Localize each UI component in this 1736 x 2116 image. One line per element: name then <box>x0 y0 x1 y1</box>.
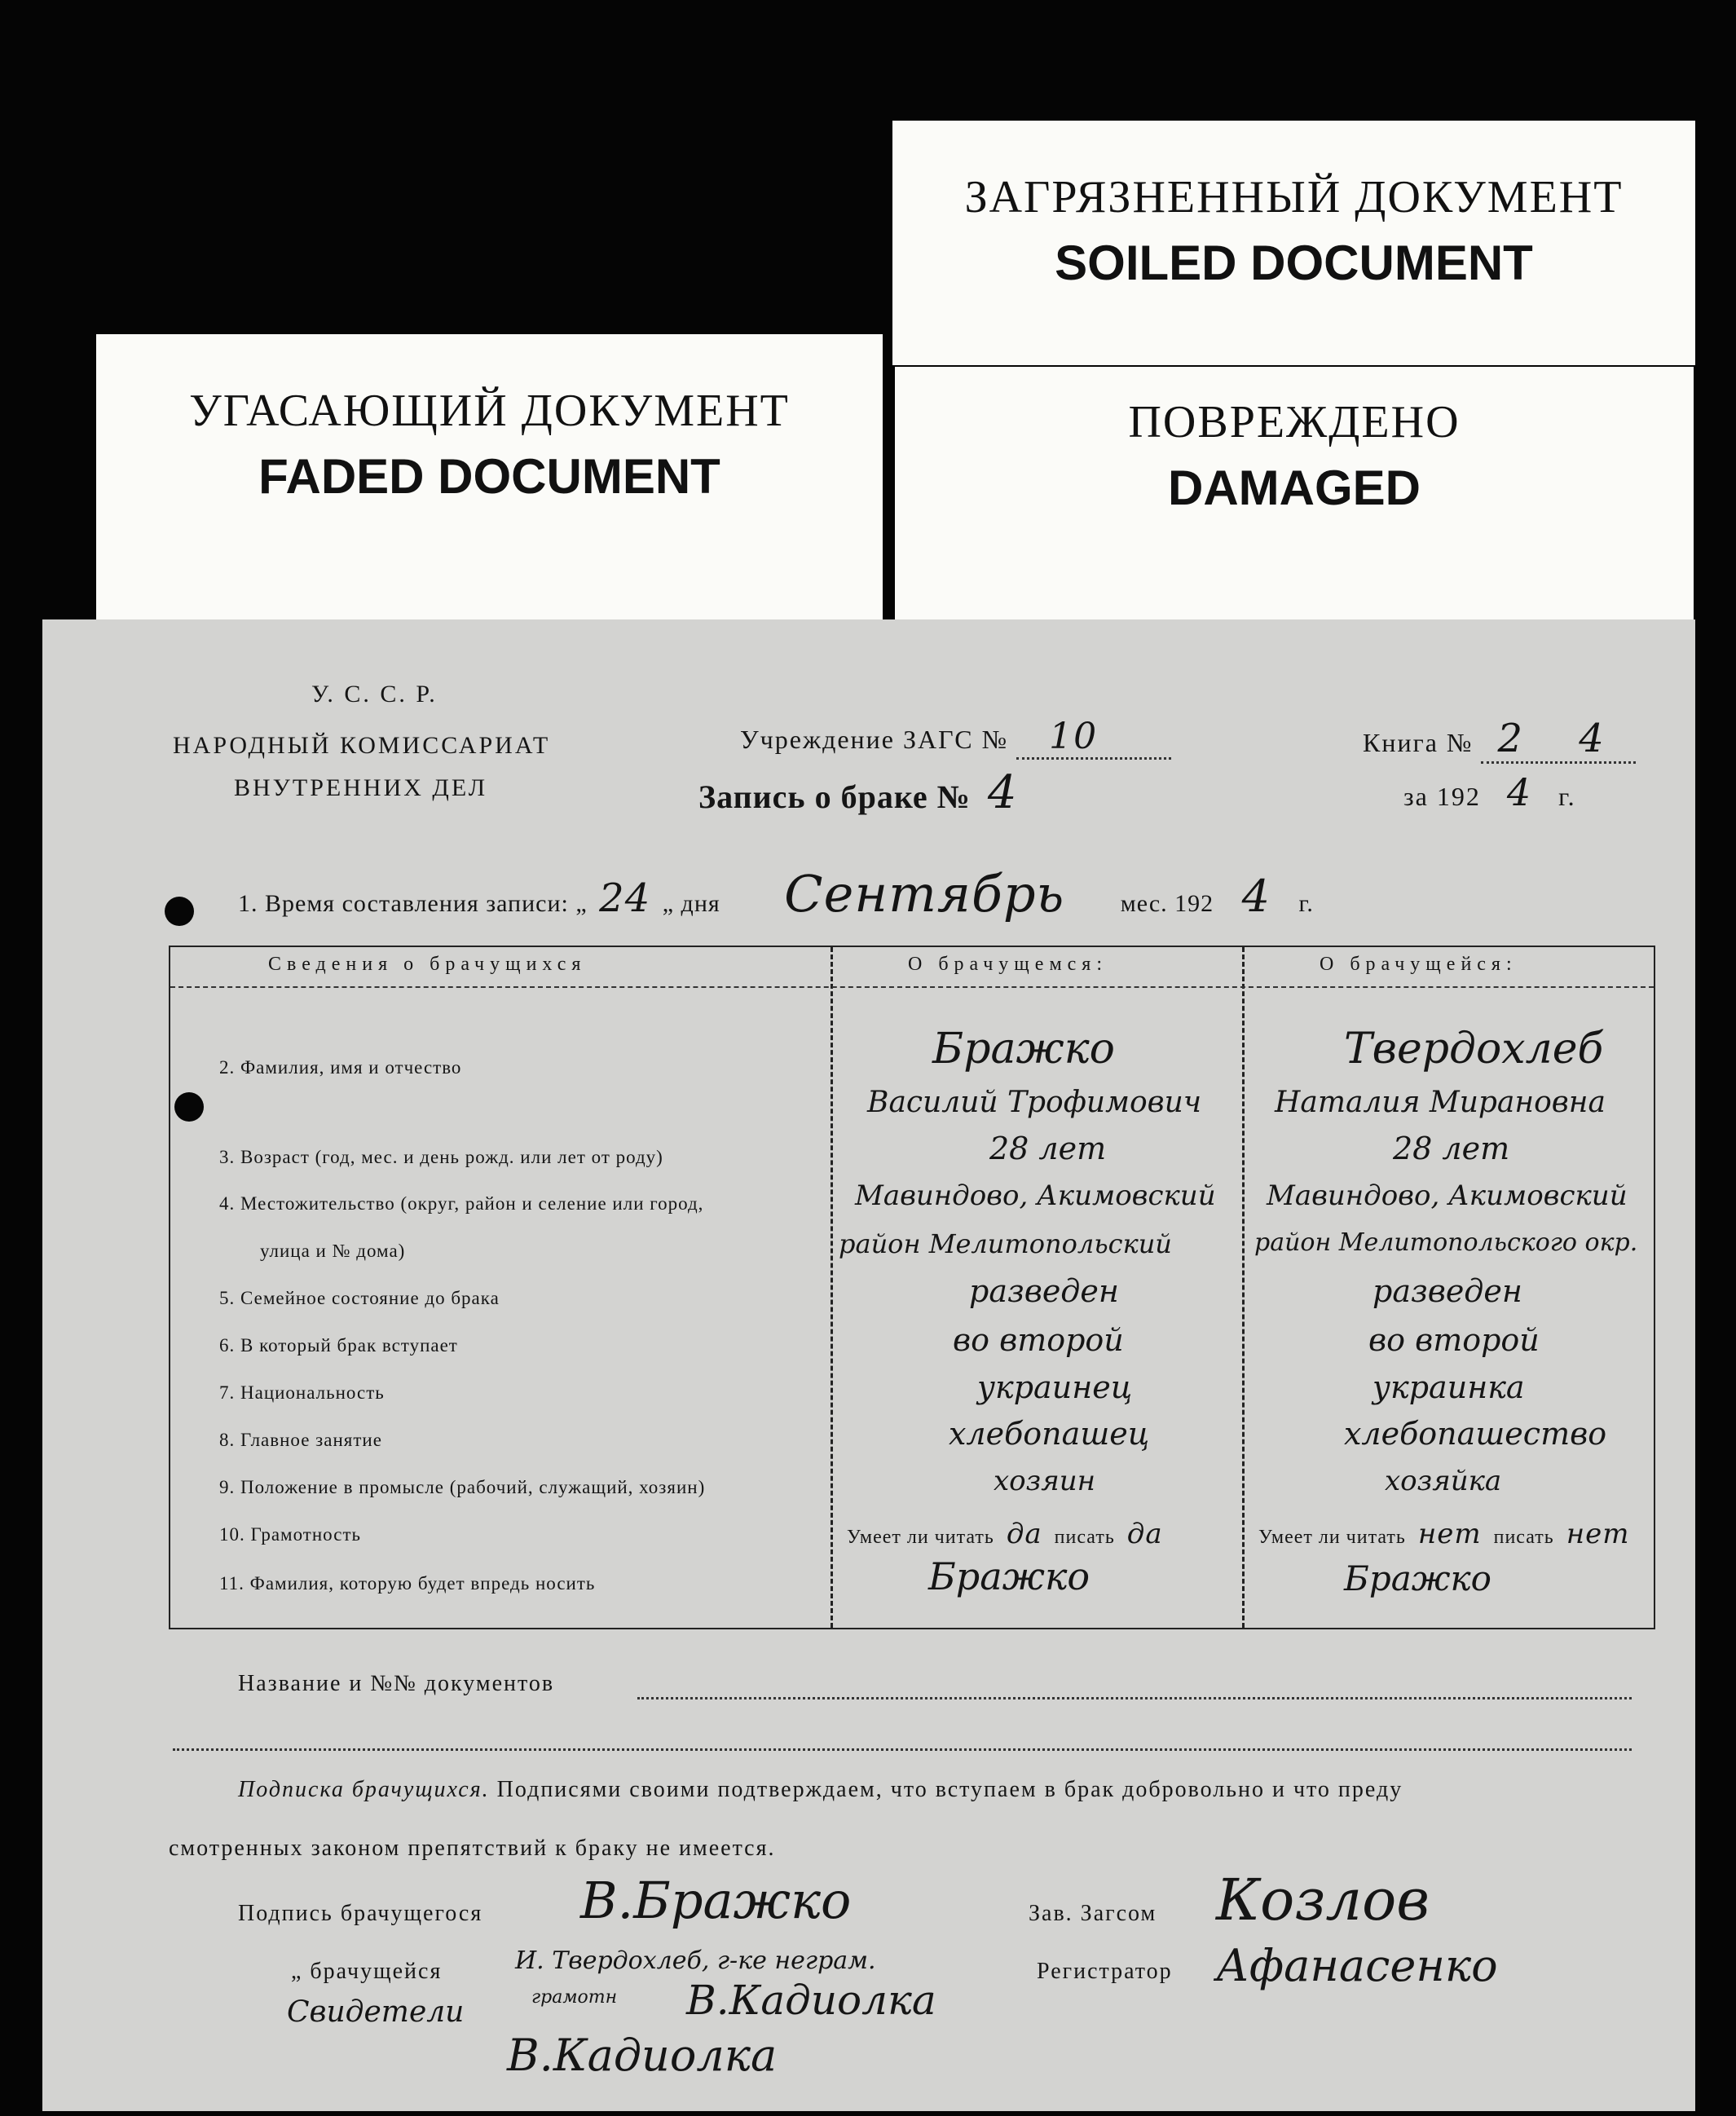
row-label-residence: 4. Местожительство (округ, район и селение или город, <box>219 1193 704 1214</box>
record-number: 4 <box>987 766 1018 819</box>
col-header-info: Сведения о брачущихся <box>268 954 587 975</box>
bride-signature-label: „ брачущейся <box>291 1959 443 1984</box>
year-line <box>1403 770 1576 814</box>
row-label-name: 2. Фамилия, имя и отчество <box>219 1057 462 1078</box>
bride-position: хозяйка <box>1385 1465 1502 1497</box>
groom-marital-status: разведен <box>969 1273 1119 1309</box>
zags-office-label: Учреждение ЗАГС № <box>740 725 1009 754</box>
groom-signature-label: Подпись брачущегося <box>238 1901 483 1926</box>
row-label-nationality: 7. Национальность <box>219 1382 385 1403</box>
documents-label: Название и №№ документов <box>238 1671 555 1696</box>
witness-signature-1: В.Кадиолка <box>686 1977 936 2024</box>
groom-residence-2: район Мелитопольский <box>839 1228 1172 1259</box>
bride-write-label: писать <box>1493 1527 1554 1548</box>
bride-write-value: нет <box>1566 1518 1630 1550</box>
row-label-marital-status: 5. Семейное состояние до брака <box>219 1288 500 1308</box>
witness-signature-2: В.Кадиолка <box>507 2030 778 2081</box>
damaged-label-ru: ПОВРЕЖДЕНО <box>1128 397 1461 447</box>
soiled-document-label <box>892 121 1695 365</box>
bride-future-surname: Бражко <box>1344 1558 1491 1598</box>
bride-signature-note: И. Твердохлеб, г-ке неграм. <box>515 1946 876 1975</box>
damaged-document-label <box>895 367 1694 628</box>
registrar-label: Регистратор <box>1037 1959 1173 1984</box>
marriage-record-sheet <box>42 619 1695 2111</box>
ussr-heading: У. С. С. Р. <box>311 681 438 708</box>
groom-read-value: да <box>1006 1518 1042 1550</box>
groom-read-label: Умеет ли читать <box>847 1527 994 1548</box>
commissariat-heading-2: ВНУТРЕННИХ ДЕЛ <box>234 774 488 801</box>
record-month-label: мес. 192 <box>1120 890 1214 917</box>
row-label-literacy: 10. Грамотность <box>219 1524 361 1545</box>
groom-literacy <box>847 1518 1163 1550</box>
record-day-suffix: „ дня <box>662 890 720 917</box>
bride-literacy <box>1258 1518 1629 1550</box>
bride-residence-2: район Мелитопольского окр. <box>1254 1228 1638 1257</box>
groom-age: 28 лет <box>989 1131 1107 1166</box>
bride-surname: Твердохлеб <box>1344 1025 1604 1073</box>
subscription-line-2: смотренных законом препятствий к браку не имеется. <box>169 1836 776 1861</box>
record-time-label: 1. Время составления записи: „ <box>238 890 588 917</box>
punch-hole <box>165 897 194 926</box>
record-time-line <box>238 864 1314 924</box>
year-suffix: г. <box>1558 782 1576 811</box>
marriage-details-table <box>169 946 1655 1629</box>
bride-read-label: Умеет ли читать <box>1258 1527 1406 1548</box>
groom-given-names: Василий Трофимович <box>867 1086 1202 1119</box>
soiled-label-ru: ЗАГРЯЗНЕННЫЙ ДОКУМЕНТ <box>964 172 1624 223</box>
bride-given-names: Наталия Мирановна <box>1275 1086 1606 1119</box>
row-label-marriage-order: 6. В который брак вступает <box>219 1335 458 1356</box>
column-divider <box>831 947 833 1628</box>
row-label-position: 9. Положение в промысле (рабочий, служащий, хозяин) <box>219 1477 706 1497</box>
witness-label: Свидетели <box>287 1995 465 2029</box>
groom-residence-1: Мавиндово, Акимовский <box>855 1179 1216 1212</box>
witness-note: грамотн <box>531 1987 618 2008</box>
head-of-zags-signature: Козлов <box>1216 1867 1430 1933</box>
bride-marriage-order: во второй <box>1368 1322 1540 1358</box>
zags-office-number: 10 <box>1016 716 1171 760</box>
bride-age: 28 лет <box>1393 1131 1510 1166</box>
record-time-suffix: г. <box>1298 890 1314 917</box>
col-header-bride: О брачущейся: <box>1320 954 1518 975</box>
book-line <box>1363 716 1636 764</box>
subscription-text-1: Подписями своими подтверждаем, что вступаем в брак добровольно и что преду <box>496 1777 1403 1802</box>
subscription-lead: Подписка брачущихся. <box>238 1777 490 1802</box>
groom-nationality: украинец <box>977 1369 1133 1405</box>
groom-occupation: хлебопашец <box>949 1416 1150 1452</box>
groom-write-label: писать <box>1054 1527 1115 1548</box>
record-month: Сентябрь <box>784 864 1065 924</box>
header-divider <box>170 986 1654 988</box>
groom-marriage-order: во второй <box>953 1322 1124 1358</box>
documents-dotted-line-2 <box>173 1748 1632 1751</box>
faded-document-label <box>96 334 883 628</box>
column-divider <box>1242 947 1245 1628</box>
groom-surname: Бражко <box>932 1025 1115 1073</box>
faded-label-ru: УГАСАЮЩИЙ ДОКУМЕНТ <box>189 386 790 436</box>
record-title-text: Запись о браке № <box>698 778 971 815</box>
bride-residence-1: Мавиндово, Акимовский <box>1267 1179 1628 1212</box>
groom-write-value: да <box>1126 1518 1163 1550</box>
bride-nationality: украинка <box>1372 1369 1525 1405</box>
year-digit: 4 <box>1506 770 1533 814</box>
record-year-digit: 4 <box>1241 871 1271 922</box>
groom-future-surname: Бражко <box>928 1554 1091 1598</box>
book-number-cell <box>1481 716 1636 764</box>
commissariat-heading-1: НАРОДНЫЙ КОМИССАРИАТ <box>173 732 551 759</box>
year-label: за 192 <box>1403 782 1481 811</box>
soiled-label-en: SOILED DOCUMENT <box>1055 236 1533 290</box>
record-day: 24 <box>599 875 651 921</box>
row-label-occupation: 8. Главное занятие <box>219 1430 382 1450</box>
row-label-age: 3. Возраст (год, мес. и день рожд. или лет от роду) <box>219 1147 663 1167</box>
registrar-signature: Афанасенко <box>1216 1940 1498 1991</box>
damaged-label-en: DAMAGED <box>1168 461 1421 515</box>
head-of-zags-label: Зав. Загсом <box>1029 1901 1157 1926</box>
record-title <box>698 766 1017 819</box>
faded-label-en: FADED DOCUMENT <box>258 449 720 504</box>
col-header-groom: О брачущемся: <box>908 954 1108 975</box>
groom-signature: В.Бражко <box>580 1871 852 1930</box>
bride-read-value: нет <box>1417 1518 1482 1550</box>
bride-occupation: хлебопашество <box>1344 1416 1607 1452</box>
documents-dotted-line <box>637 1697 1632 1699</box>
zags-office-line <box>740 716 1171 760</box>
groom-position: хозяин <box>994 1465 1095 1497</box>
bride-marital-status: разведен <box>1372 1273 1522 1309</box>
book-number: 2 <box>1497 716 1524 761</box>
book-label: Книга № <box>1363 728 1474 757</box>
book-number-extra: 4 <box>1579 716 1606 761</box>
subscription-line-1 <box>238 1777 1403 1803</box>
row-label-residence-cont: улица и № дома) <box>260 1241 406 1261</box>
row-label-future-surname: 11. Фамилия, которую будет впредь носить <box>219 1573 596 1594</box>
